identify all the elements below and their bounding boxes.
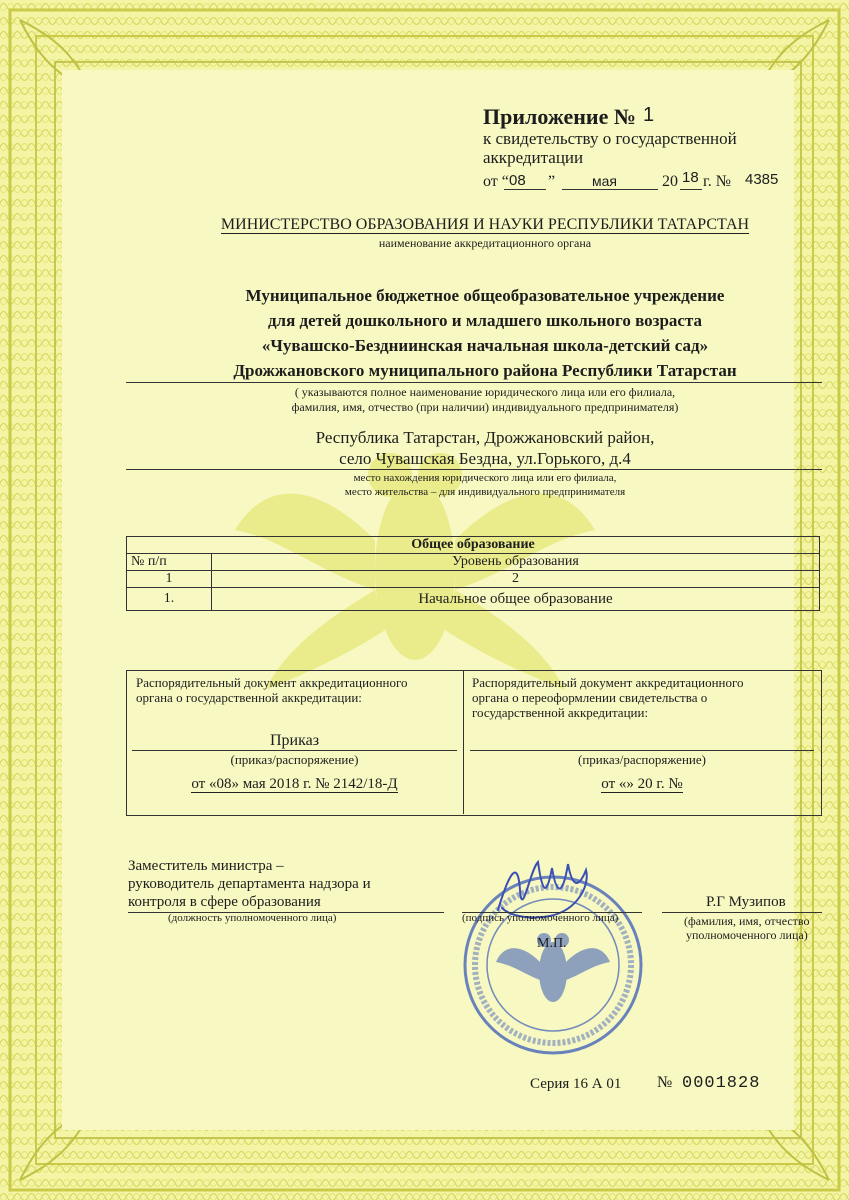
right-doc-date: от «» 20 г. № (601, 776, 683, 792)
signer-position-1: Заместитель министра – (128, 858, 284, 874)
address-line-2: село Чувашская Бездна, ул.Горького, д.4 (339, 449, 631, 468)
address-caption-1: место нахождения юридического лица или его филиала, (353, 472, 617, 484)
right-doc-title-2: органа о переоформлении свидетельства о (472, 690, 708, 705)
address-line-1: Республика Татарстан, Дрожжановский район, (315, 428, 655, 447)
appendix-line2: к свидетельству о государственной (483, 129, 737, 148)
authority-name: МИНИСТЕРСТВО ОБРАЗОВАНИЯ И НАУКИ РЕСПУБЛИКИ ТАТАРСТАН (220, 216, 750, 233)
date-day: 08 (509, 172, 526, 189)
left-doc-caption: (приказ/распоряжение) (230, 752, 359, 767)
appendix-number: 1 (643, 104, 655, 126)
row-number: 1. (127, 588, 212, 611)
right-doc-title-3: государственной аккредитации: (472, 705, 649, 720)
institution-caption-1: ( указываются полное наименование юридического лица или его филиала, (294, 385, 676, 399)
signer-name-caption-2: уполномоченного лица) (686, 928, 808, 942)
stamp-place-label: М.П. (537, 936, 567, 951)
row-level: Начальное общее образование (212, 588, 820, 611)
right-doc-caption: (приказ/распоряжение) (578, 752, 706, 767)
blank-number-label: № (657, 1074, 673, 1091)
signer-position-3: контроля в сфере образования (128, 894, 321, 910)
date-month: мая (592, 173, 617, 189)
blank-number: 0001828 (682, 1074, 761, 1093)
left-doc-date: от «08» мая 2018 г. № 2142/18-Д (191, 776, 398, 792)
col-header-number: № п/п (127, 554, 212, 571)
left-doc-type: Приказ (269, 732, 320, 749)
signer-position-2: руководитель департамента надзора и (128, 876, 371, 892)
address-caption-2: место жительства – для индивидуального предпринимателя (344, 486, 626, 498)
col-index-2: 2 (212, 571, 820, 588)
signer-position-caption: (должность уполномоченного лица) (168, 912, 337, 924)
col-index-1: 1 (127, 571, 212, 588)
institution-line-4: Дрожжановского муниципального района Республики Татарстан (233, 361, 737, 380)
signature-caption: (подпись уполномоченного лица) (462, 912, 619, 924)
appendix-line3: аккредитации (483, 148, 584, 167)
left-doc-title-1: Распорядительный документ аккредитационного (136, 675, 408, 690)
right-doc-title-1: Распорядительный документ аккредитационного (472, 675, 744, 690)
certificate-number: 4385 (745, 171, 779, 188)
signer-name: Р.Г Музипов (706, 894, 786, 910)
left-doc-title-2: органа о государственной аккредитации: (136, 690, 362, 705)
institution-line-1: Муниципальное бюджетное общеобразовательное учреждение (245, 286, 725, 305)
date-year-prefix: 20 (662, 173, 678, 190)
education-table-title: Общее образование (127, 537, 820, 554)
appendix-title: Приложение № (483, 104, 636, 129)
education-table (126, 536, 820, 611)
authority-caption: наименование аккредитационного органа (378, 236, 592, 250)
signer-name-caption-1: (фамилия, имя, отчество (684, 914, 810, 928)
date-year-suffix: 18 (682, 169, 699, 186)
date-quote-close: ” (548, 173, 556, 190)
date-year-label: г. № (703, 173, 732, 190)
date-from-label: от “ (483, 173, 509, 190)
institution-caption-2: фамилия, имя, отчество (при наличии) индивидуального предпринимателя) (291, 400, 679, 414)
institution-line-3: «Чувашско-Бездниинская начальная школа-детский сад» (261, 336, 709, 355)
series-label: Серия 16 А 01 (530, 1076, 622, 1092)
table-row (127, 588, 820, 611)
institution-line-2: для детей дошкольного и младшего школьного возраста (267, 311, 703, 330)
col-header-level: Уровень образования (212, 554, 820, 571)
